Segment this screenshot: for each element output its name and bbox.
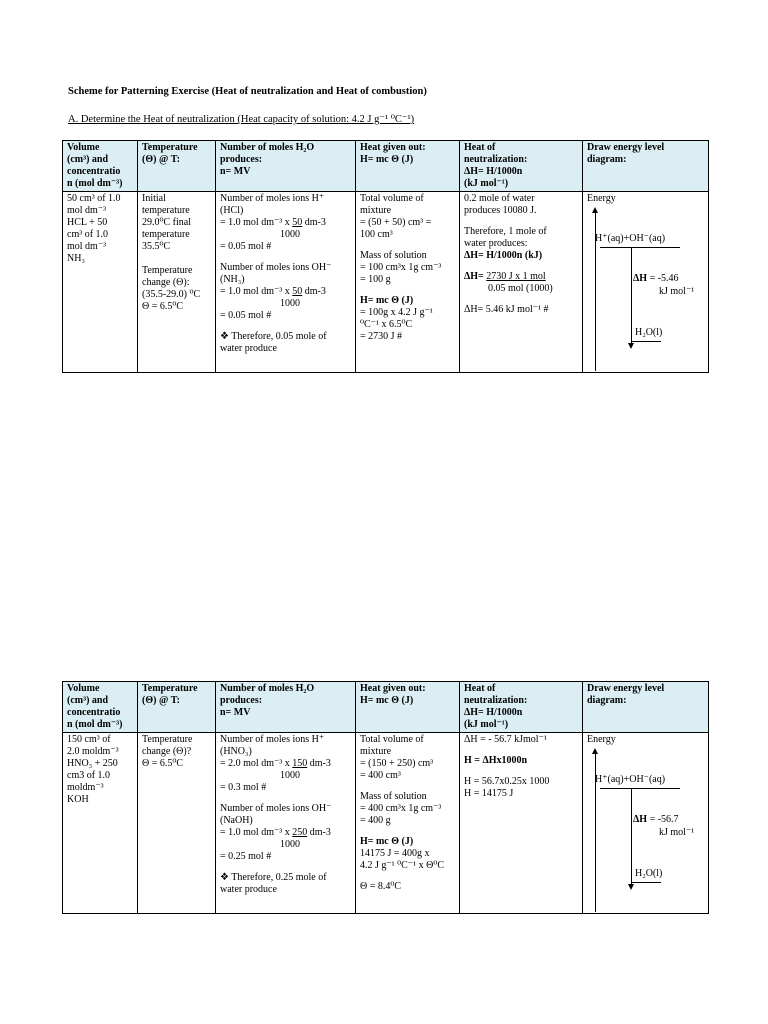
reactants-label: H⁺(aq)+OH⁻(aq) [595,233,666,244]
cell-moles: Number of moles ions H⁺ (HNO₃) = 2.0 mol dm⁻³ x 150 dm-3 1000 = 0.3 mol # Number of moles ions OH⁻ (NaOH) = 1.0 mol dm⁻³ x 250 dm-3 1000 = 0.25 mol # ❖ Therefore, 0.25 mole of water produce [216,733,356,914]
energy-axis-label: Energy [587,734,616,745]
cell-diagram [583,192,709,373]
table-neutralization-2 [62,681,709,914]
header-neutralization: Heat of neutralization: ΔH= H/1000n (kJ mol⁻¹) [460,682,583,733]
delta-h-value: = -56.7 [647,814,679,825]
header-heat: Heat given out: H= mc Θ (J) [356,682,460,733]
table-header-row [63,141,709,192]
delta-h-unit: kJ mol⁻¹ [659,286,695,297]
table-header-row [63,682,709,733]
product-level [631,882,661,883]
energy-level-diagram [587,193,704,371]
cell-temperature: Temperature change (Θ)? Θ = 6.5⁰C [138,733,216,914]
table-row [63,192,709,373]
header-temperature: Temperature (Θ) @ T: [138,141,216,192]
header-temperature: Temperature (Θ) @ T: [138,682,216,733]
header-heat: Heat given out: H= mc Θ (J) [356,141,460,192]
cell-volume: 50 cm³ of 1.0 mol dm⁻³ HCL + 50 cm³ of 1.0 mol dm⁻³ NH₃ [63,192,138,373]
cell-heat: Total volume of mixture = (50 + 50) cm³ = 100 cm³ Mass of solution = 100 cm³x 1g cm⁻³ = 100 g H= mc Θ (J) = 100g x 4.2 J g⁻¹ ⁰C⁻¹ x 6.5⁰C = 2730 J # [356,192,460,373]
cell-neutralization: 0.2 mole of water produces 10080 J. Therefore, 1 mole of water produces: ΔH= H/1000n (kJ) ΔH= 2730 J x 1 mol 0.05 mol (1000) ΔH= 5.46 kJ mol⁻¹ # [460,192,583,373]
delta-h-unit: kJ mol⁻¹ [659,827,695,838]
delta-h-arrow [631,788,632,886]
product-label: H₂O(l) [635,327,663,338]
energy-axis-label: Energy [587,193,616,204]
cell-moles: Number of moles ions H⁺ (HCl) = 1.0 mol dm⁻³ x 50 dm-3 1000 = 0.05 mol # Number of moles ions OH⁻ (NH₃) = 1.0 mol dm⁻³ x 50 dm-3 1000 = 0.05 mol # ❖ Therefore, 0.05 mole of water produce [216,192,356,373]
reactants-level [600,788,680,789]
cell-volume: 150 cm³ of 2.0 moldm⁻³ HNO₃ + 250 cm3 of 1.0 moldm⁻³ KOH [63,733,138,914]
cell-diagram [583,733,709,914]
cell-temperature: Initial temperature 29.0⁰C final temperature 35.5⁰C Temperature change (Θ): (35.5-29.0) ⁰C Θ = 6.5⁰C [138,192,216,373]
section-heading: A. Determine the Heat of neutralization (Heat capacity of solution: 4.2 J g⁻¹ ⁰C⁻¹) [68,114,415,125]
delta-h-symbol: ΔH [633,273,648,284]
header-moles: Number of moles H₂O produces: n= MV [216,141,356,192]
reactants-level [600,247,680,248]
header-volume: Volume (cm³) and concentratio n (mol dm⁻³) [63,141,138,192]
header-diagram: Draw energy level diagram: [583,682,709,733]
product-level [631,341,661,342]
header-volume: Volume (cm³) and concentratio n (mol dm⁻³) [63,682,138,733]
cell-heat: Total volume of mixture = (150 + 250) cm³ = 400 cm³ Mass of solution = 400 cm³x 1g cm⁻³ = 400 g H= mc Θ (J) 14175 J = 400g x 4.2 J g⁻¹ ⁰C⁻¹ x Θ⁰C Θ = 8.4⁰C [356,733,460,914]
delta-h-arrowhead [628,884,634,890]
delta-h-value: = -5.46 [647,273,679,284]
header-moles: Number of moles H₂O produces: n= MV [216,682,356,733]
table-row [63,733,709,914]
cell-neutralization: ΔH = - 56.7 kJmol⁻¹ H = ΔHx1000n H = 56.7x0.25x 1000 H = 14175 J [460,733,583,914]
product-label: H₂O(l) [635,868,663,879]
delta-h-arrowhead [628,343,634,349]
document-title: Scheme for Patterning Exercise (Heat of neutralization and Heat of combustion) [68,86,427,97]
delta-h-symbol: ΔH [633,814,648,825]
header-diagram: Draw energy level diagram: [583,141,709,192]
delta-h-arrow [631,247,632,345]
energy-level-diagram [587,734,704,912]
header-neutralization: Heat of neutralization: ΔH= H/1000n (kJ mol⁻¹) [460,141,583,192]
reactants-label: H⁺(aq)+OH⁻(aq) [595,774,666,785]
table-neutralization-1 [62,140,709,373]
